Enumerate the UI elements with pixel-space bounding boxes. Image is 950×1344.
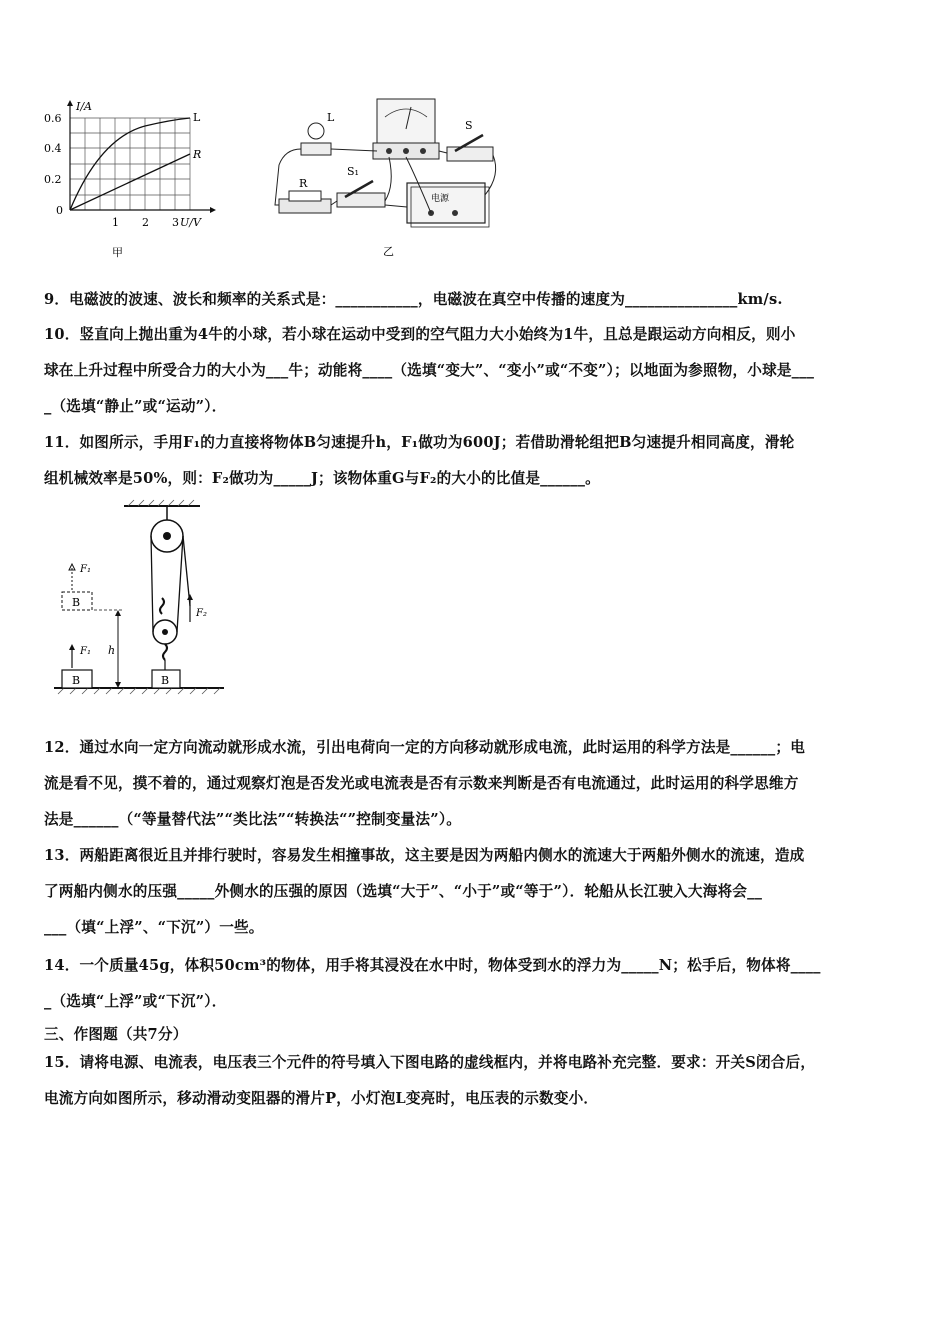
circuit-diagram [265, 95, 505, 265]
question-9: 9．电磁波的波速、波长和频率的关系式是：___________，电磁波在真空中传播的速度为_______________km/s. [44, 291, 783, 308]
circuit-caption: 乙 [383, 245, 394, 258]
movable-pulley-axle [162, 629, 168, 635]
f2-arrowhead [187, 594, 193, 600]
wire [385, 205, 407, 207]
question-11-line2: 组机械效率是50%，则：F₂做功为_____J；该物体重G与F₂的大小的比值是______。 [44, 470, 600, 487]
question-12-line1: 12．通过水向一定方向流动就形成水流，引出电荷向一定的方向移动就形成电流，此时运用的科学方法是______；电 [44, 739, 806, 756]
curve-label-l: L [193, 111, 201, 124]
rope [151, 536, 153, 632]
hook [160, 598, 164, 614]
block-dashed-label: B [72, 596, 81, 609]
x-tick: 1 [112, 216, 119, 229]
circuit-figure [265, 95, 505, 265]
meter-terminal [386, 148, 392, 154]
iu-graph [40, 98, 230, 268]
x-tick: 3 [172, 216, 179, 229]
question-15-line1: 15．请将电源、电流表，电压表三个元件的符号填入下图电路的虚线框内，并将电路补充完整．要求：开关S闭合后， [44, 1054, 816, 1071]
switch-s1-base [337, 193, 385, 207]
y-tick: 0.6 [44, 112, 62, 125]
y-axis-label: I/A [76, 100, 92, 113]
rope [177, 536, 183, 632]
power-source-label: 电源 [431, 194, 450, 204]
meter-terminal [420, 148, 426, 154]
origin-label: 0 [56, 204, 63, 217]
source-terminal [452, 210, 458, 216]
f2-label: F₂ [196, 608, 207, 619]
height-label: h [108, 644, 116, 657]
question-12-line3: 法是______（“等量替代法”“类比法”“转换法“”控制变量法”）。 [44, 811, 462, 828]
graph-caption: 甲 [112, 246, 123, 259]
pulley-figure [50, 498, 230, 698]
f1-bottom-arrowhead [69, 644, 75, 650]
f1-bottom-label: F₁ [80, 646, 91, 657]
question-12-line2: 流是看不见，摸不着的，通过观察灯泡是否发光或电流表是否有示数来判断是否有电流通过，此时运用的科学思维方 [44, 775, 799, 792]
y-tick: 0.2 [44, 173, 62, 186]
meter-terminal [403, 148, 409, 154]
rope [183, 536, 190, 606]
wire [331, 201, 337, 205]
question-14-line2: _（选填“上浮”或“下沉”）． [44, 993, 227, 1010]
question-15-line2: 电流方向如图所示，移动滑动变阻器的滑片P，小灯泡L变亮时，电压表的示数变小． [44, 1090, 599, 1107]
lamp-bulb [308, 123, 324, 139]
height-arrowhead [115, 610, 121, 616]
f1-top-label: F₁ [80, 564, 91, 575]
resistor-body [289, 191, 321, 201]
question-10-line3: _（选填“静止”或“运动”）． [44, 398, 227, 415]
y-tick: 0.4 [44, 142, 62, 155]
section-heading: 三、作图题（共7分） [44, 1026, 188, 1043]
question-13-line1: 13．两船距离很近且并排行驶时，容易发生相撞事故，这主要是因为两船内侧水的流速大于两船外侧水的流速，造成 [44, 847, 805, 864]
fixed-pulley-axle [163, 532, 171, 540]
iu-graph-figure [40, 98, 230, 268]
wire [439, 151, 447, 153]
wire [331, 149, 377, 151]
pulley-diagram [50, 498, 230, 698]
question-11-line1: 11．如图所示，手用F₁的力直接将物体B匀速提升h，F₁做功为600J；若借助滑轮组把B匀速提升相同高度，滑轮 [44, 434, 795, 451]
y-axis-arrow [67, 100, 73, 106]
question-14-line1: 14．一个质量45g，体积50cm³的物体，用手将其浸没在水中时，物体受到水的浮力为_____N；松手后，物体将____ [44, 957, 821, 974]
question-13-line3: ___（填“上浮”、“下沉”）一些。 [44, 919, 264, 936]
resistor-label: R [299, 177, 308, 190]
switch-s-base [447, 147, 493, 161]
meter-body [377, 99, 435, 143]
lamp-label: L [327, 111, 335, 124]
block-right-label: B [161, 674, 170, 687]
question-10-line1: 10．竖直向上抛出重为4牛的小球，若小球在运动中受到的空气阻力大小始终为1牛，且总是跟运动方向相反，则小 [44, 326, 796, 343]
curve-label-r: R [193, 148, 202, 161]
lamp-base [301, 143, 331, 155]
x-axis-label: U/V [180, 216, 201, 229]
question-10-line2: 球在上升过程中所受合力的大小为___牛；动能将____（选填“变大”、“变小”或“不变”）；以地面为参照物，小球是___ [44, 362, 815, 379]
wire [385, 157, 391, 201]
switch-s1-label: S₁ [347, 165, 359, 178]
switch-s-label: S [465, 119, 473, 132]
question-13-line2: 了两船内侧水的压强_____外侧水的压强的原因（选填“大于”、“小于”或“等于”）．轮船从长江驶入大海将会__ [44, 883, 763, 900]
hook [163, 644, 167, 660]
block-left-label: B [72, 674, 81, 687]
x-axis-arrow [210, 207, 216, 213]
x-tick: 2 [142, 216, 149, 229]
